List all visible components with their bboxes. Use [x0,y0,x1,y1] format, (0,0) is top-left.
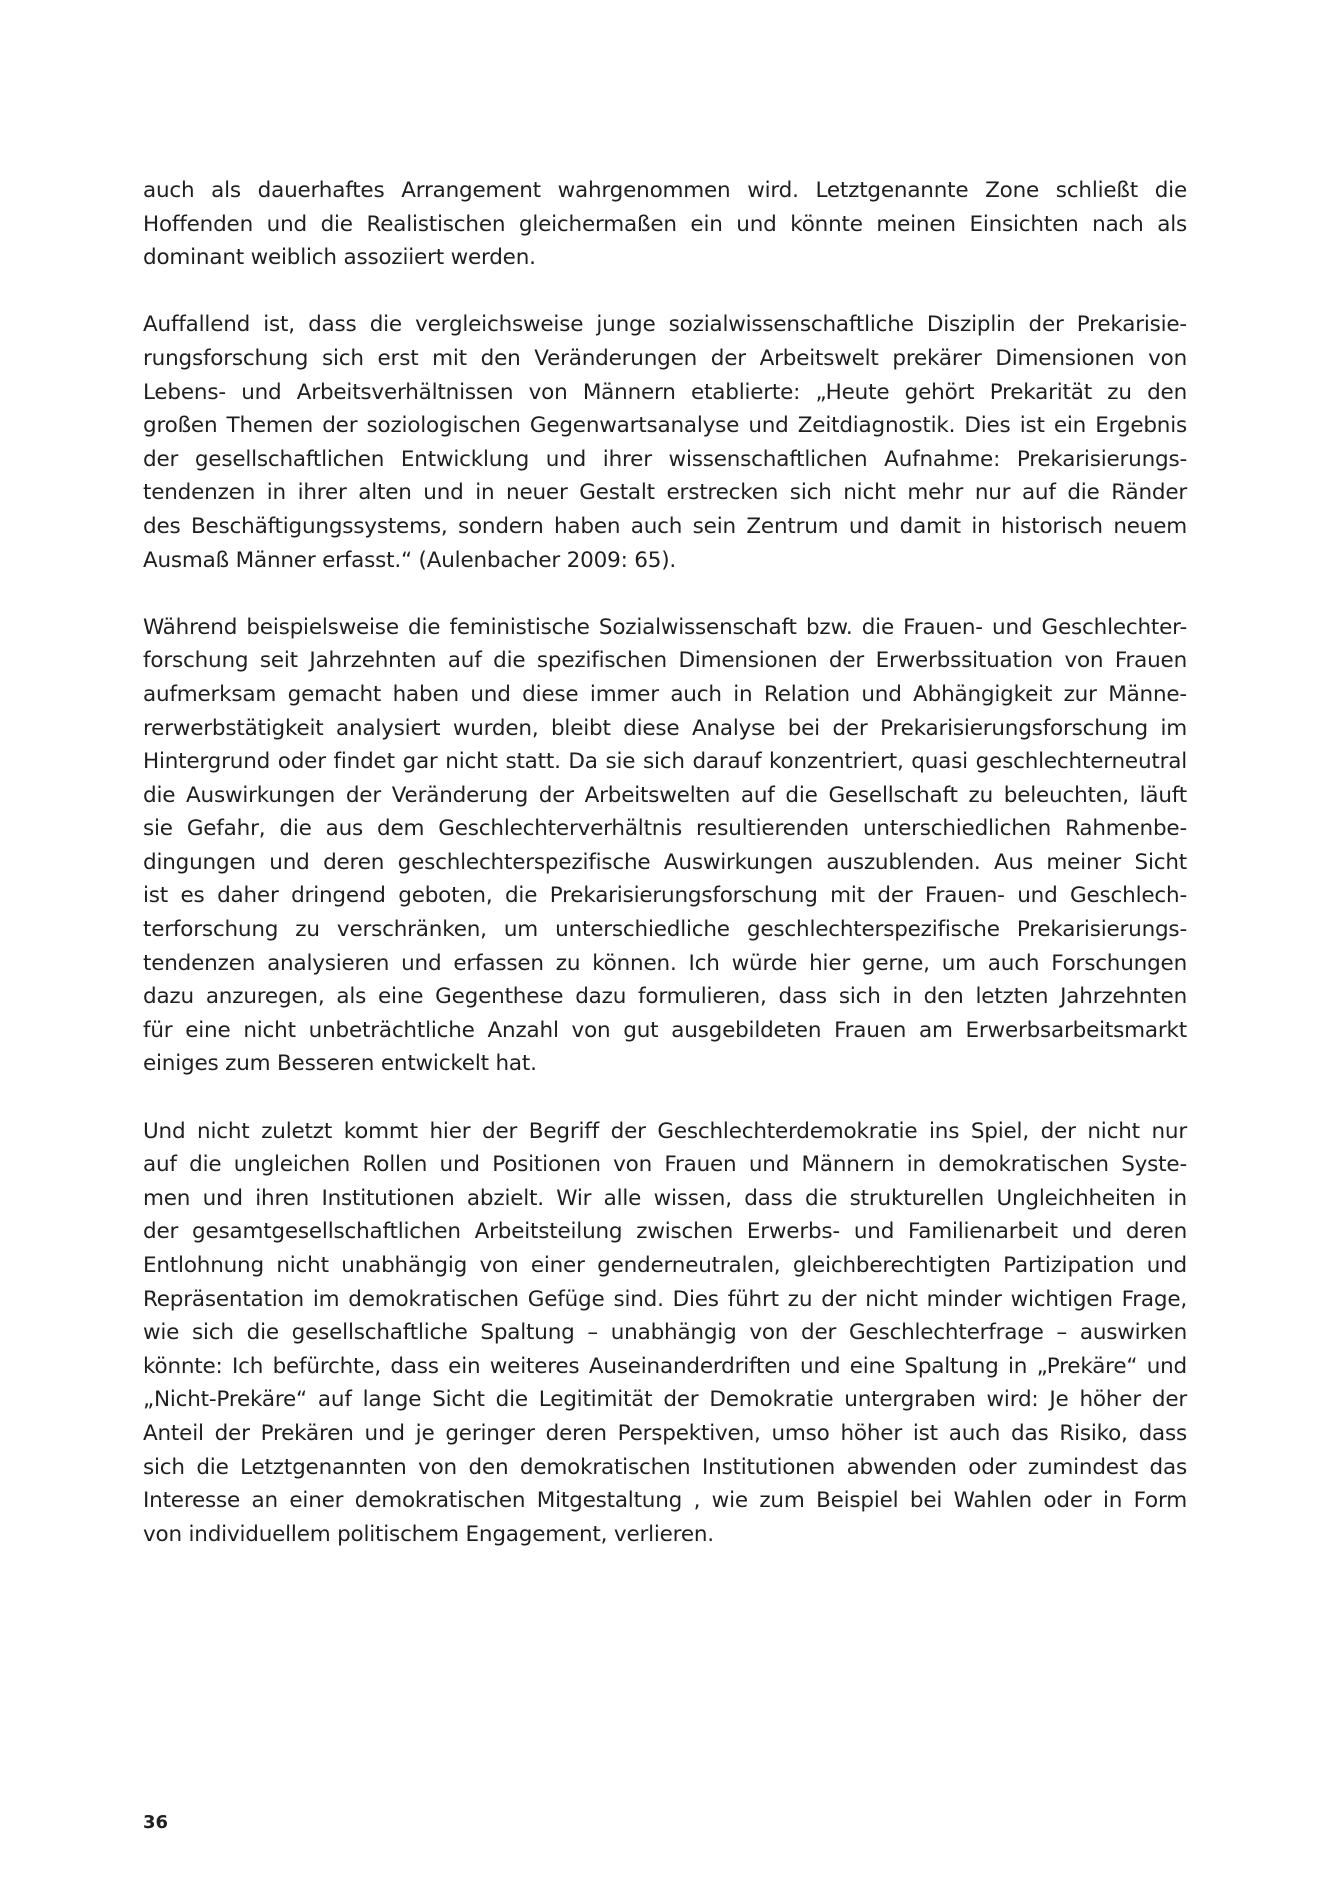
text-line: dingungen und deren geschlechterspezifische Auswirkungen auszublenden. Aus meiner Sicht [143,849,1187,875]
paragraph-3 [143,611,1187,1081]
paragraph-1 [143,174,1187,275]
text-line: Repräsentation im demokratischen Gefüge sind. Dies führt zu der nicht minder wichtigen Frage, [143,1286,1187,1312]
text-line: rungsforschung sich erst mit den Veränderungen der Arbeitswelt prekärer Dimensionen von [143,345,1187,371]
text-line: „Nicht-Prekäre“ auf lange Sicht die Legitimität der Demokratie untergraben wird: Je höher der [143,1387,1187,1413]
text-line: für eine nicht unbeträchtliche Anzahl von gut ausgebildeten Frauen am Erwerbsarbeitsmarkt [143,1017,1187,1043]
text-line: großen Themen der soziologischen Gegenwartsanalyse und Zeitdiagnostik. Dies ist ein Ergebnis [143,413,1187,439]
text-line: der gesellschaftlichen Entwicklung und ihrer wissenschaftlichen Aufnahme: Prekarisierungs- [143,446,1187,472]
text-line: rerwerbstätigkeit analysiert wurden, bleibt diese Analyse bei der Prekarisierungsforschung im [143,715,1187,741]
text-line: dominant weiblich assoziiert werden. [143,245,536,271]
text-line: auf die ungleichen Rollen und Positionen von Frauen und Männern in demokratischen Syste- [143,1152,1187,1178]
text-line: forschung seit Jahrzehnten auf die spezifischen Dimensionen der Erwerbssituation von Frauen [143,648,1187,674]
text-line: von individuellem politischem Engagement, verlieren. [143,1521,714,1547]
text-line: men und ihren Institutionen abzielt. Wir alle wissen, dass die strukturellen Ungleichheiten in [143,1185,1187,1211]
text-line: des Beschäftigungssystems, sondern haben auch sein Zentrum und damit in historisch neuem [143,513,1187,539]
text-line: Anteil der Prekären und je geringer deren Perspektiven, umso höher ist auch das Risiko, dass [143,1420,1187,1446]
text-line: Während beispielsweise die feministische Sozialwissenschaft bzw. die Frauen- und Geschlechter- [143,614,1187,640]
text-line: Und nicht zuletzt kommt hier der Begriff der Geschlechterdemokratie ins Spiel, der nicht nur [143,1118,1187,1144]
text-line: sie Gefahr, die aus dem Geschlechterverhältnis resultierenden unterschiedlichen Rahmenbe- [143,816,1187,842]
text-line: aufmerksam gemacht haben und diese immer auch in Relation und Abhängigkeit zur Männe- [143,681,1187,707]
text-line: Interesse an einer demokratischen Mitgestaltung , wie zum Beispiel bei Wahlen oder in Form [143,1488,1187,1514]
text-line: könnte: Ich befürchte, dass ein weiteres Auseinanderdriften und eine Spaltung in „Prekäre“ und [143,1353,1187,1379]
text-line: wie sich die gesellschaftliche Spaltung – unabhängig von der Geschlechterfrage – auswirken [143,1320,1187,1346]
page-number: 36 [143,1812,169,1833]
paragraph-2 [143,308,1187,577]
text-line: auch als dauerhaftes Arrangement wahrgenommen wird. Letztgenannte Zone schließt die [143,178,1187,203]
text-line: der gesamtgesellschaftlichen Arbeitsteilung zwischen Erwerbs- und Familienarbeit und deren [143,1219,1187,1245]
text-line: tendenzen analysieren und erfassen zu können. Ich würde hier gerne, um auch Forschungen [143,950,1187,976]
body-text [143,174,1187,1585]
text-line: ist es daher dringend geboten, die Prekarisierungsforschung mit der Frauen- und Geschlech- [143,883,1187,909]
text-line: sich die Letztgenannten von den demokratischen Institutionen abwenden oder zumindest das [143,1454,1187,1480]
text-line: die Auswirkungen der Veränderung der Arbeitswelten auf die Gesellschaft zu beleuchten, läuft [143,782,1187,808]
paragraph-4 [143,1115,1187,1552]
text-line: Hintergrund oder findet gar nicht statt. Da sie sich darauf konzentriert, quasi geschlechterneutral [143,749,1187,775]
text-line: Auffallend ist, dass die vergleichsweise junge sozialwissenschaftliche Disziplin der Prekarisie- [143,312,1187,338]
text-line: Hoffenden und die Realistischen gleichermaßen ein und könnte meinen Einsichten nach als [143,211,1187,237]
text-line: tendenzen in ihrer alten und in neuer Gestalt erstrecken sich nicht mehr nur auf die Ränder [143,480,1187,506]
text-line: einiges zum Besseren entwickelt hat. [143,1051,537,1077]
text-line: Lebens- und Arbeitsverhältnissen von Männern etablierte: „Heute gehört Prekarität zu den [143,379,1187,405]
text-line: dazu anzuregen, als eine Gegenthese dazu formulieren, dass sich in den letzten Jahrzehnten [143,984,1187,1010]
text-line: Entlohnung nicht unabhängig von einer genderneutralen, gleichberechtigten Partizipation und [143,1253,1187,1278]
text-line: Ausmaß Männer erfasst.“ (Aulenbacher 2009: 65). [143,547,677,573]
text-line: terforschung zu verschränken, um unterschiedliche geschlechterspezifische Prekarisierungs- [143,917,1187,943]
